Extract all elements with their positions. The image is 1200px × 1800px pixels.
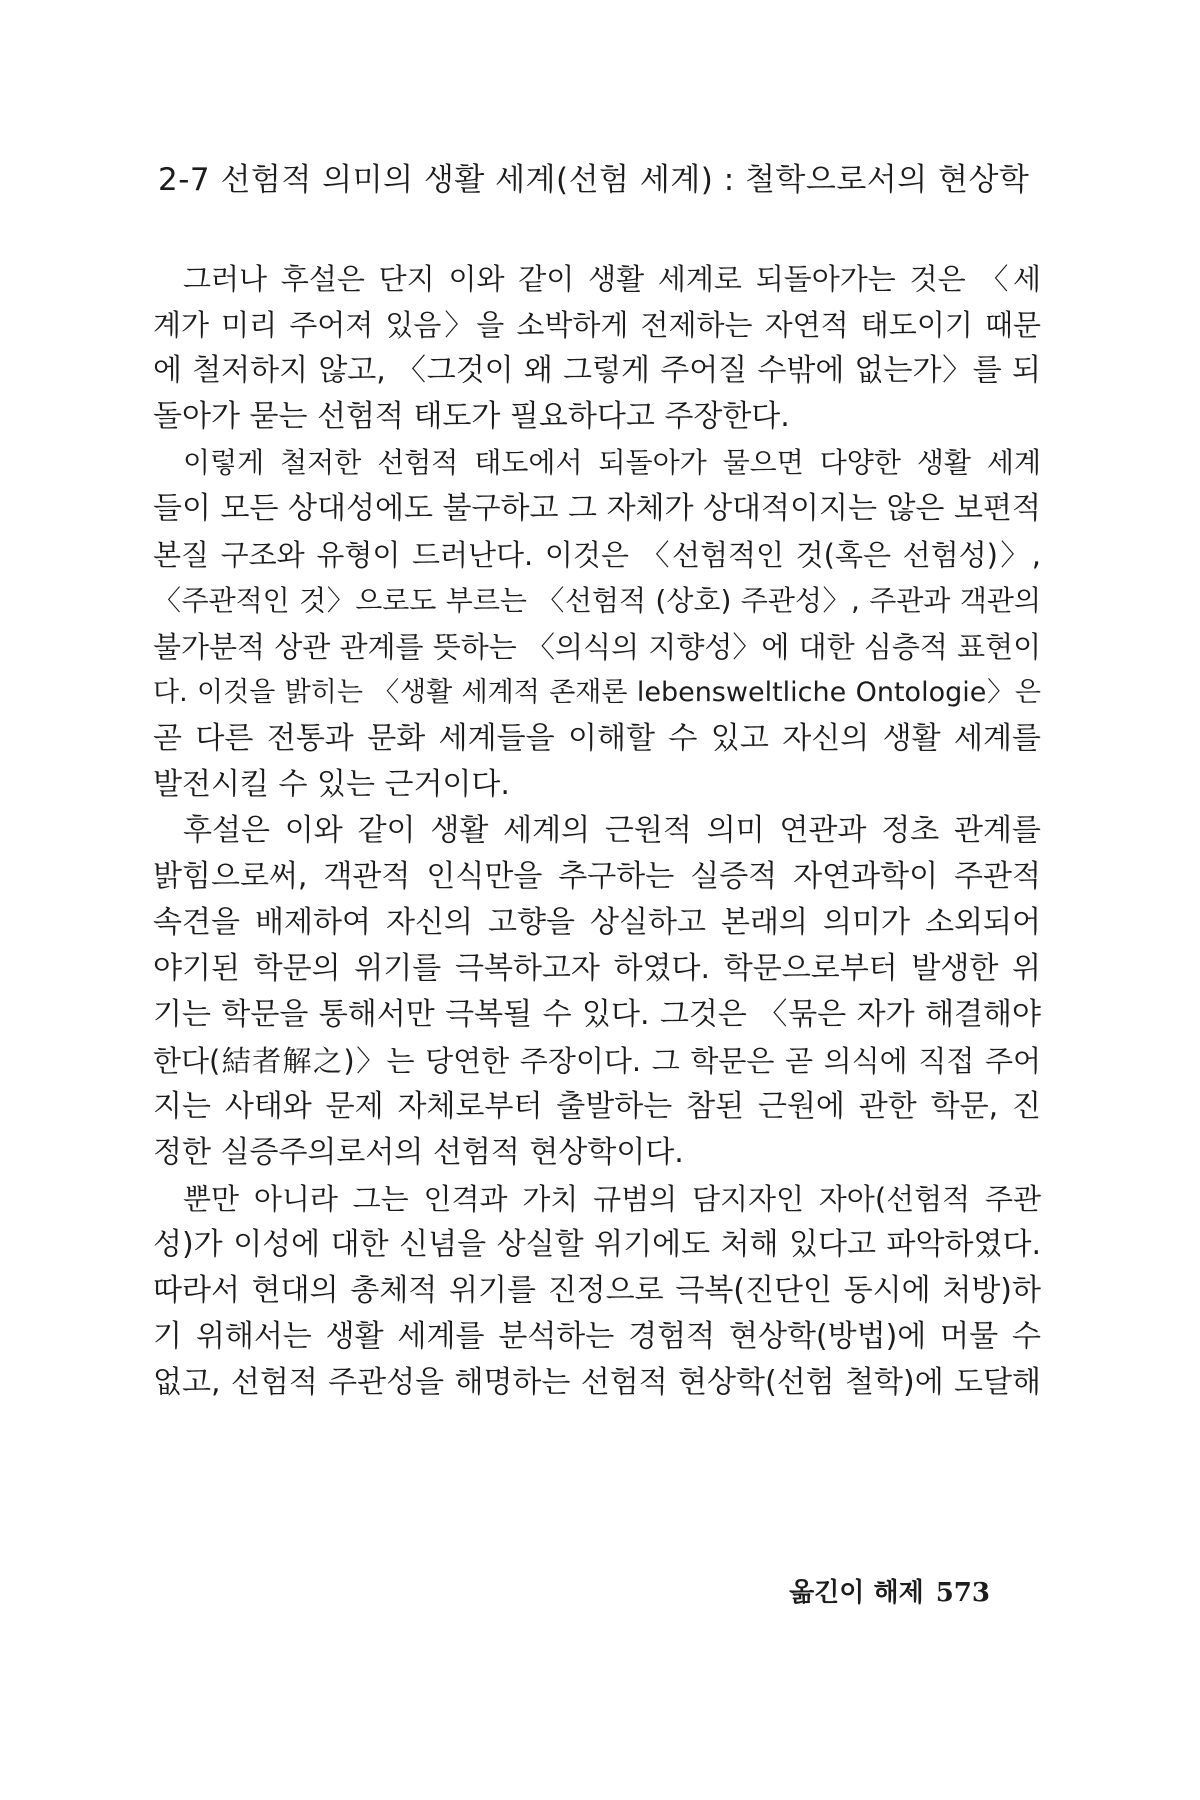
text-line: 밝힘으로써, 객관적 인식만을 추구하는 실증적 자연과학이 주관적 <box>153 859 1041 894</box>
text-line: 속견을 배제하여 자신의 고향을 상실하고 본래의 의미가 소외되어 <box>153 905 1041 940</box>
text-line: 기는 학문을 통해서만 극복될 수 있다. 그것은 〈묶은 자가 해결해야 <box>153 997 1041 1032</box>
text-line: 따라서 현대의 총체적 위기를 진정으로 극복(진단인 동시에 처방)하 <box>153 1273 1041 1308</box>
footer-label: 옮긴이 해제 <box>789 1578 924 1608</box>
text-line: 그러나 후설은 단지 이와 같이 생활 세계로 되돌아가는 것은 〈세 <box>183 262 1041 296</box>
text-line: 후설은 이와 같이 생활 세계의 근원적 의미 연관과 정초 관계를 <box>183 813 1041 848</box>
body-text <box>153 256 1041 1406</box>
text-line: 뿐만 아니라 그는 인격과 가치 규범의 담지자인 자아(선험적 주관 <box>183 1182 1041 1216</box>
text-line: 기 위해서는 생활 세계를 분석하는 경험적 현상학(방법)에 머물 수 <box>153 1319 1041 1354</box>
text-line: 없고, 선험적 주관성을 해명하는 선험적 현상학(선험 철학)에 도달해 <box>153 1365 1041 1400</box>
text-line: 이렇게 철저한 선험적 태도에서 되돌아가 물으면 다양한 생활 세계 <box>183 446 1041 479</box>
text-line: 한다(結者解之)〉는 당연한 주장이다. 그 학문은 곧 의식에 직접 주어 <box>153 1044 1041 1078</box>
text-line: 본질 구조와 유형이 드러난다. 이것은 〈선험적인 것(혹은 선험성)〉, <box>153 538 1041 572</box>
section-title: 2-7 선험적 의미의 생활 세계(선험 세계) : 철학으로서의 현상학 <box>158 162 1030 198</box>
text-line: 에 철저하지 않고, 〈그것이 왜 그렇게 주어질 수밖에 없는가〉를 되 <box>153 353 1041 388</box>
text-line: 곧 다른 전통과 문화 세계들을 이해할 수 있고 자신의 생활 세계를 <box>153 721 1041 756</box>
text-line: 불가분적 상관 관계를 뜻하는 〈의식의 지향성〉에 대한 심층적 표현이 <box>153 630 1042 664</box>
text-line: 야기된 학문의 위기를 극복하고자 하였다. 학문으로부터 발생한 위 <box>153 951 1041 986</box>
text-line: 다. 이것을 밝히는 〈생활 세계적 존재론 lebensweltliche Ontologie〉은 <box>153 677 1041 708</box>
text-line: 계가 미리 주어져 있음〉을 소박하게 전제하는 자연적 태도이기 때문 <box>153 308 1041 342</box>
text-line: 돌아가 묻는 선험적 태도가 필요하다고 주장한다. <box>153 399 790 434</box>
paragraph <box>153 1176 1041 1406</box>
text-line: 성)가 이성에 대한 신념을 상실할 위기에도 처해 있다고 파악하였다. <box>153 1227 1041 1262</box>
text-line: 〈주관적인 것〉으로도 부르는 〈선험적 (상호) 주관성〉, 주관과 객관의 <box>153 584 1041 617</box>
text-line: 지는 사태와 문제 자체로부터 출발하는 참된 근원에 관한 학문, 진 <box>153 1089 1041 1124</box>
text-line: 발전시킬 수 있는 근거이다. <box>153 767 510 802</box>
text-line: 들이 모든 상대성에도 불구하고 그 자체가 상대적이지는 않은 보편적 <box>153 491 1041 526</box>
paragraph <box>153 256 1041 440</box>
page-footer <box>789 1572 990 1609</box>
paragraph <box>153 808 1041 1176</box>
paragraph <box>153 440 1041 808</box>
page-number: 573 <box>935 1578 990 1608</box>
text-line: 정한 실증주의로서의 선험적 현상학이다. <box>153 1135 684 1170</box>
